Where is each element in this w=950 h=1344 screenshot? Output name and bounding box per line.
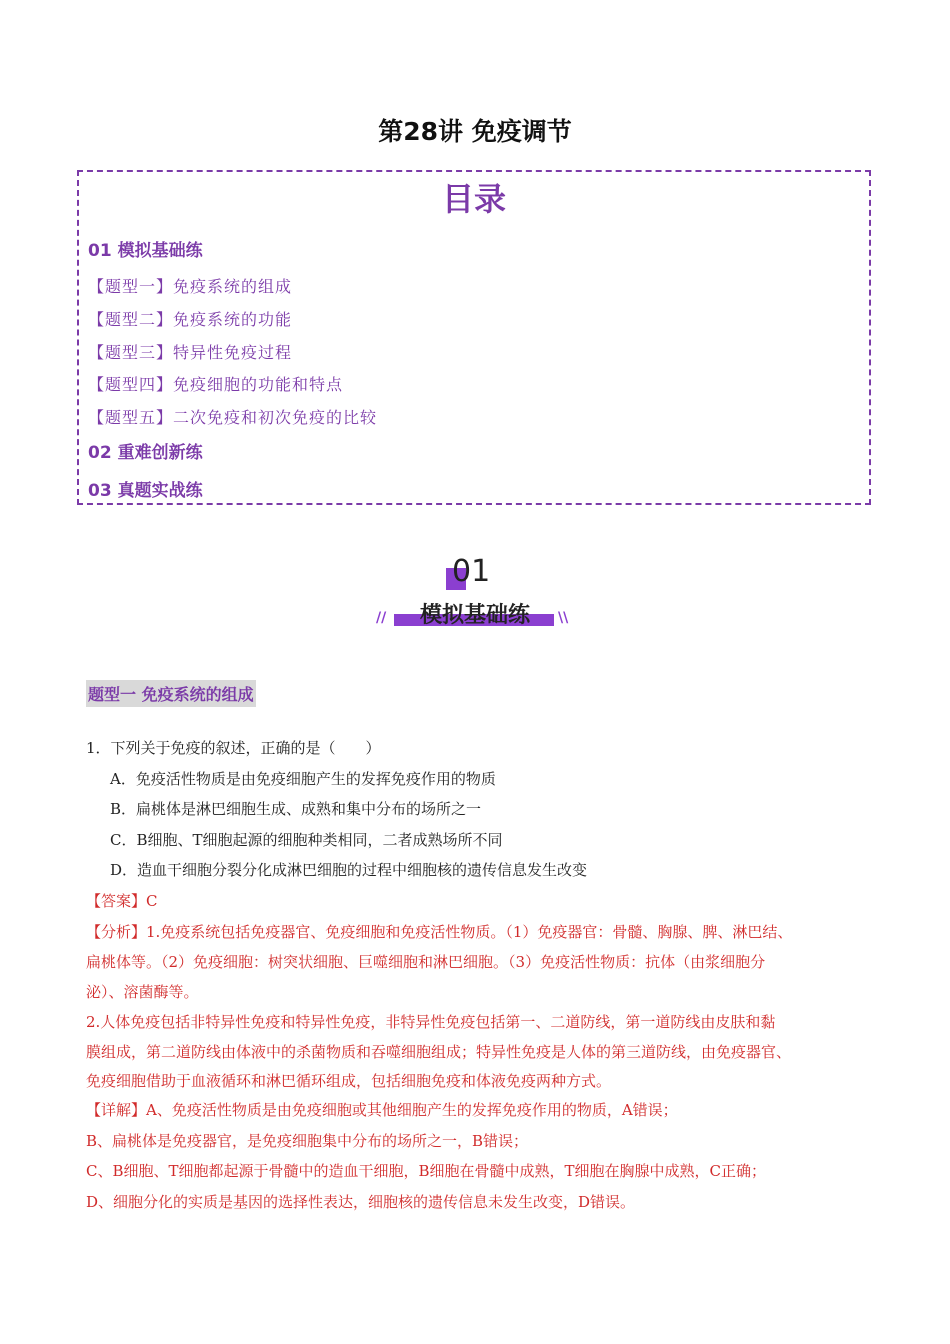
banner-left-mark: // [376,610,387,626]
question-type-heading: 题型一 免疫系统的组成 [86,680,256,707]
detail-line: D、细胞分化的实质是基因的选择性表达，细胞核的遗传信息未发生改变，D错误。 [86,1193,636,1211]
toc-item-2[interactable]: 【题型二】免疫系统的功能 [88,310,293,329]
toc-item-5[interactable]: 【题型五】二次免疫和初次免疫的比较 [88,408,378,427]
analysis-line: 免疫细胞借助于血液循环和淋巴循环组成，包括细胞免疫和体液免疫两种方式。 [86,1072,612,1090]
banner-right-mark: \\ [558,610,569,626]
analysis-line: 【分析】1.免疫系统包括免疫器官、免疫细胞和免疫活性物质。（1）免疫器官：骨髓、胸腺、脾、淋巴结、 [86,923,793,941]
toc-item-1[interactable]: 【题型一】免疫系统的组成 [88,277,293,296]
question-stem: 1．下列关于免疫的叙述，正确的是（ ） [86,739,381,757]
toc-item-4[interactable]: 【题型四】免疫细胞的功能和特点 [88,375,344,394]
banner-number: 01 [452,554,491,589]
analysis-line: 泌）、溶菌酶等。 [86,983,199,1001]
table-of-contents [77,170,871,505]
toc-heading: 目录 [441,180,506,218]
page-title: 第28讲 免疫调节 [378,117,572,146]
section-banner [370,552,580,637]
detail-line: 【详解】A、免疫活性物质是由免疫细胞或其他细胞产生的发挥免疫作用的物质，A错误； [86,1101,678,1119]
answer-line: 【答案】C [86,892,158,910]
detail-line: C、B细胞、T细胞都起源于骨髓中的造血干细胞，B细胞在骨髓中成熟，T细胞在胸腺中成熟，C正确； [86,1162,767,1180]
analysis-line: 扁桃体等。（2）免疫细胞：树突状细胞、巨噬细胞和淋巴细胞。（3）免疫活性物质：抗体（由浆细胞分 [86,953,766,971]
toc-section-2[interactable]: 02 重难创新练 [88,443,203,463]
option-c: C．B细胞、T细胞起源的细胞种类相同，二者成熟场所不同 [110,831,503,849]
banner-label: 模拟基础练 [419,603,530,628]
detail-line: B、扁桃体是免疫器官，是免疫细胞集中分布的场所之一，B错误； [86,1132,529,1150]
option-b: B．扁桃体是淋巴细胞生成、成熟和集中分布的场所之一 [110,800,482,818]
toc-item-3[interactable]: 【题型三】特异性免疫过程 [88,343,293,362]
option-d: D．造血干细胞分裂分化成淋巴细胞的过程中细胞核的遗传信息发生改变 [110,861,588,879]
option-a: A．免疫活性物质是由免疫细胞产生的发挥免疫作用的物质 [110,770,496,788]
analysis-line: 膜组成，第二道防线由体液中的杀菌物质和吞噬细胞组成；特异性免疫是人体的第三道防线，由免疫器官、 [86,1043,792,1061]
toc-section-3[interactable]: 03 真题实战练 [88,481,203,501]
toc-section-1[interactable]: 01 模拟基础练 [88,241,203,261]
analysis-line: 2.人体免疫包括非特异性免疫和特异性免疫，非特异性免疫包括第一、二道防线，第一道防线由皮肤和黏 [86,1013,776,1031]
